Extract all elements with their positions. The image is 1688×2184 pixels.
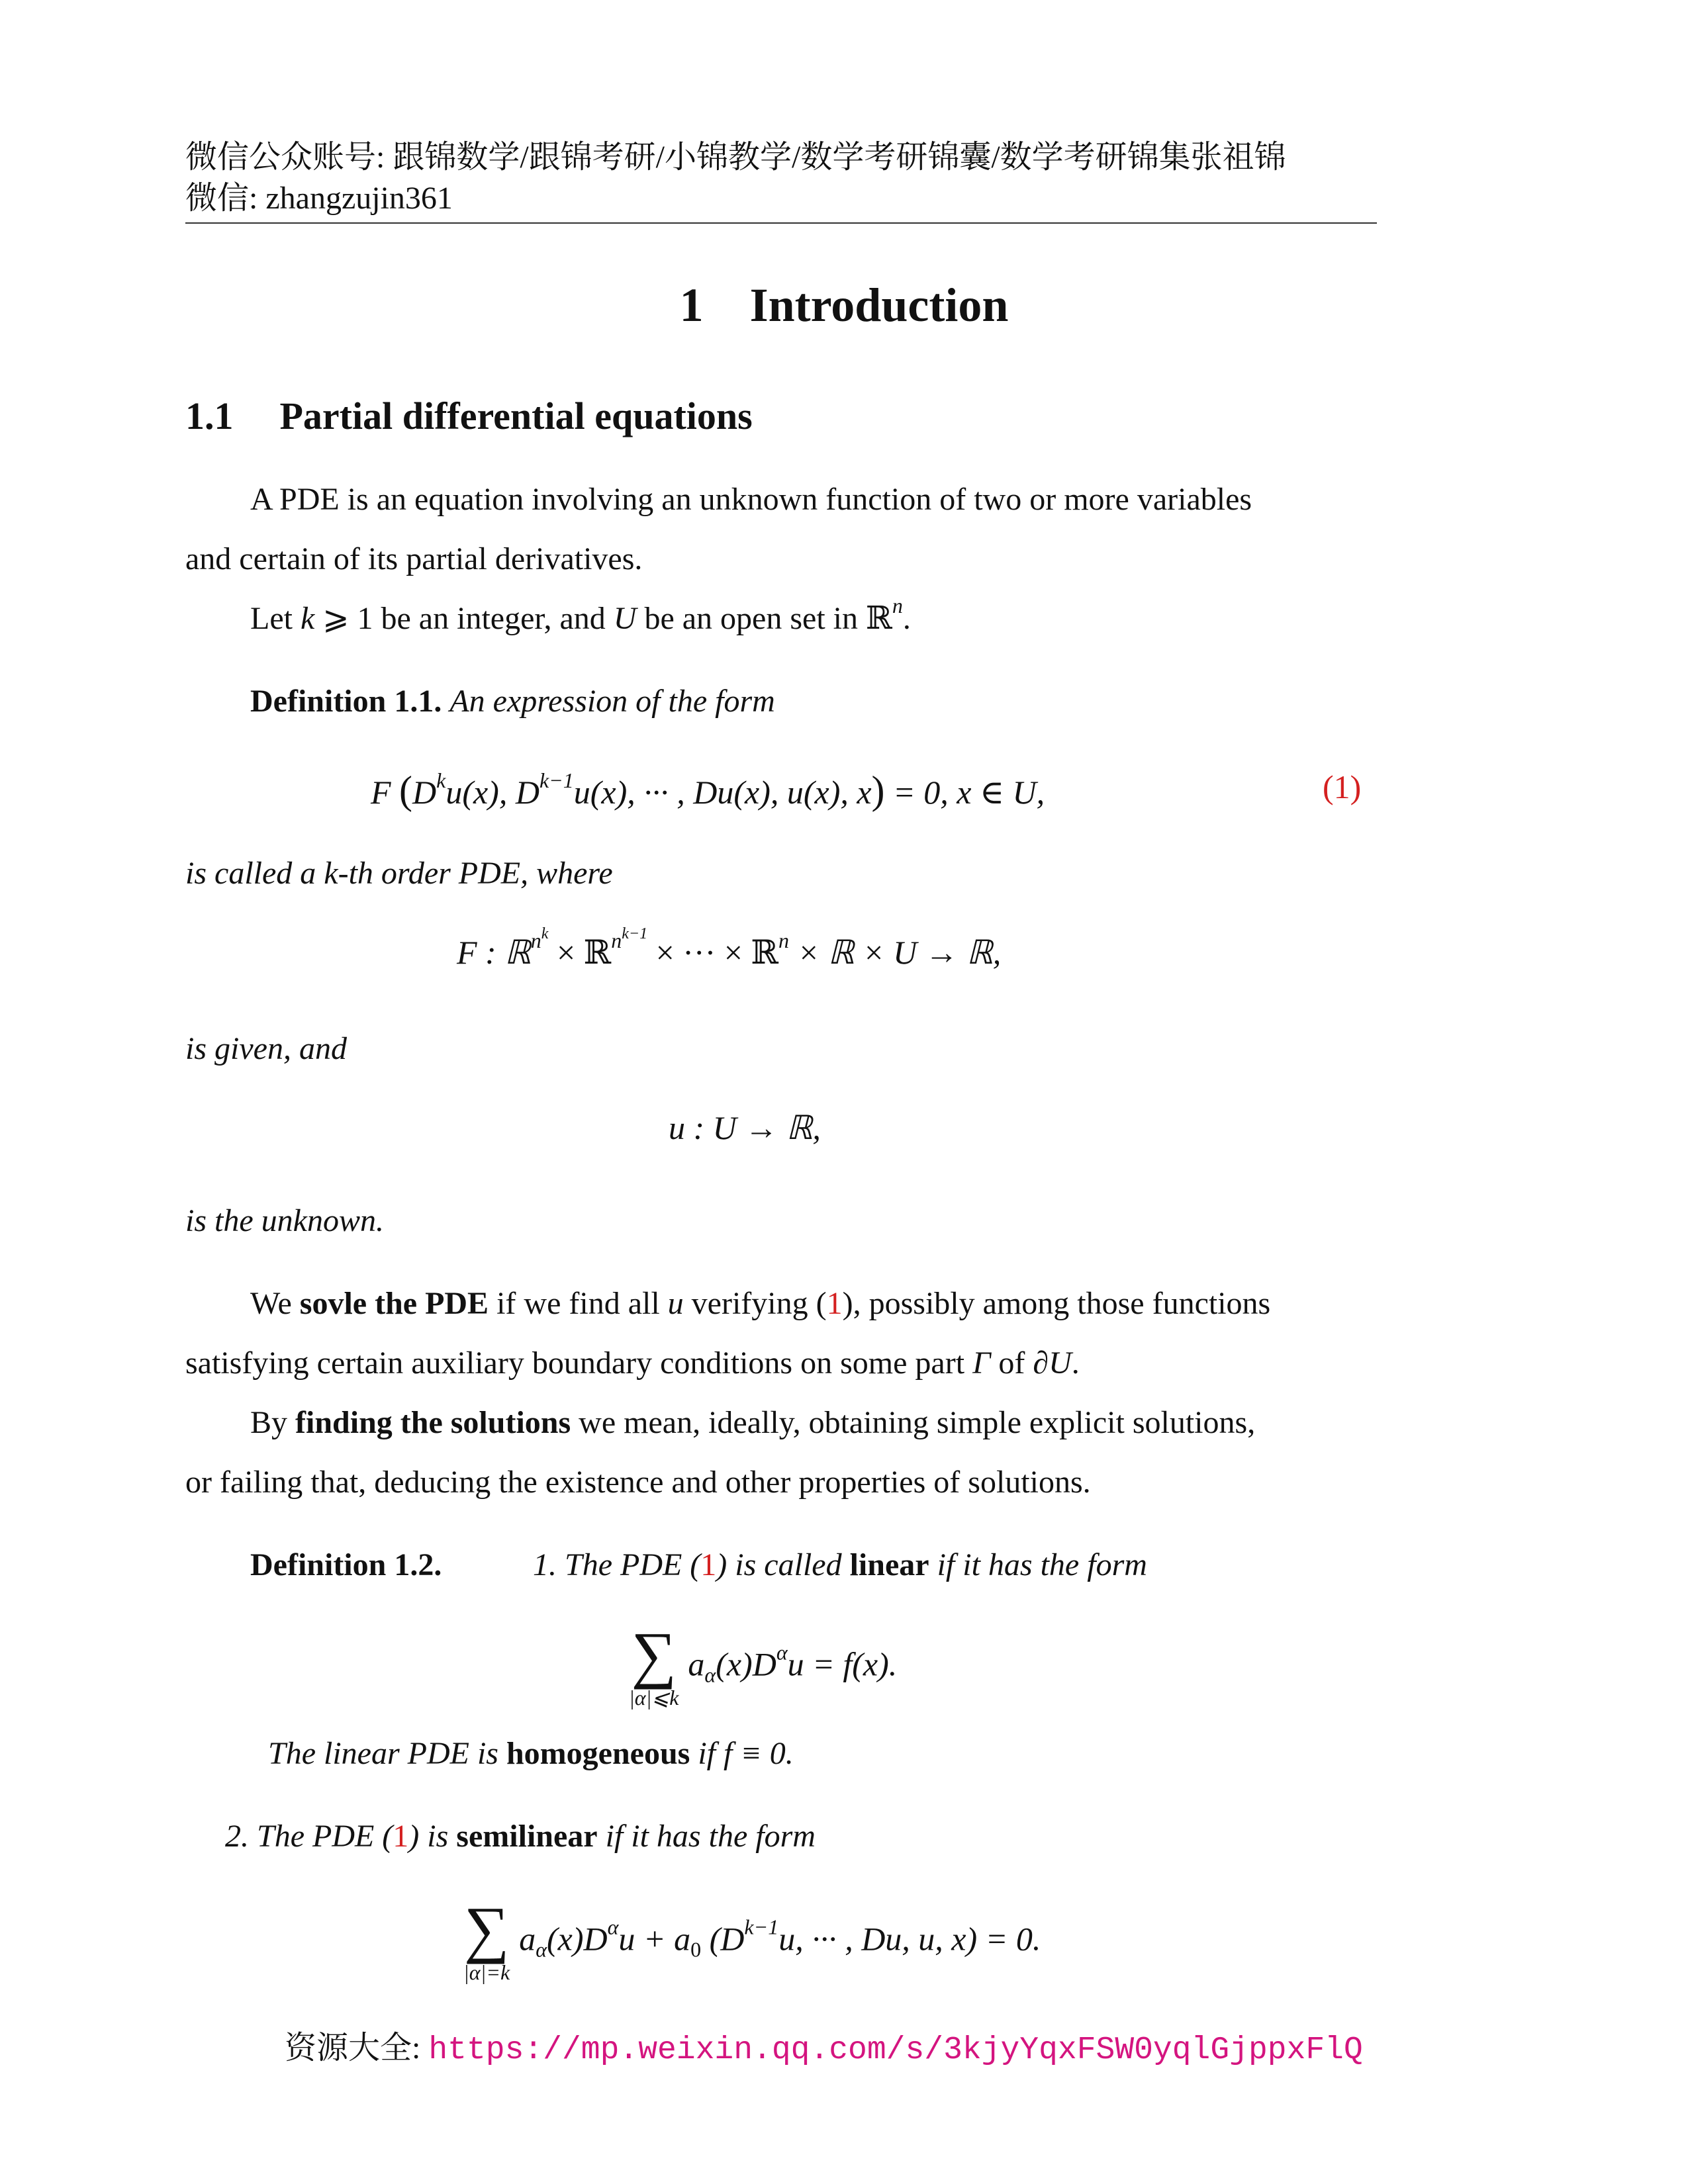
math-dU: ∂U bbox=[1033, 1345, 1072, 1381]
bold-term: homogeneous bbox=[506, 1736, 690, 1771]
math-term: (D bbox=[701, 1920, 745, 1958]
text: By bbox=[250, 1405, 296, 1440]
footer-link[interactable]: https://mp.weixin.qq.com/s/3kjyYqxFSW0yqlGjppxFlQ bbox=[428, 2032, 1363, 2068]
para3-line2 bbox=[185, 1343, 1080, 1383]
definition-label: Definition 1.1. bbox=[250, 684, 442, 719]
def1-after1: is called a k-th order PDE, where bbox=[185, 856, 613, 891]
text: of bbox=[990, 1345, 1033, 1381]
text: ) is bbox=[408, 1819, 457, 1854]
math-D: D bbox=[515, 774, 539, 811]
text: We bbox=[250, 1286, 300, 1321]
definition-1-1 bbox=[250, 682, 775, 721]
list-number: 1. bbox=[533, 1547, 557, 1582]
para2 bbox=[250, 594, 911, 639]
math-k: k bbox=[300, 601, 315, 636]
para1-line2: and certain of its partial derivatives. bbox=[185, 541, 643, 576]
math-term: u, ··· , Du, u, x) = 0. bbox=[778, 1920, 1041, 1958]
header-divider bbox=[185, 222, 1377, 224]
math-sup: k bbox=[541, 925, 549, 942]
footer-label: 资源大全: bbox=[285, 2030, 429, 2066]
math-n: n bbox=[892, 594, 903, 617]
math-sup: k bbox=[436, 768, 446, 792]
text: if we find all bbox=[489, 1286, 668, 1321]
math-term: × ··· × ℝ bbox=[647, 934, 778, 971]
equation-semilinear bbox=[463, 1893, 1041, 1985]
equation-linear bbox=[629, 1619, 898, 1711]
def1-after3: is the unknown. bbox=[185, 1203, 384, 1238]
equation-1 bbox=[371, 768, 1045, 813]
text: . bbox=[1071, 1345, 1080, 1381]
sum-symbol: ∑ bbox=[631, 1619, 677, 1690]
math-term: F : ℝ bbox=[457, 934, 531, 971]
math-term: u + a bbox=[618, 1920, 691, 1958]
chapter-text: Introduction bbox=[749, 279, 1009, 332]
text: satisfying certain auxiliary boundary conditions on some part bbox=[185, 1345, 973, 1381]
equation-reference-link[interactable]: 1 bbox=[393, 1819, 409, 1854]
math-sup: α bbox=[607, 1915, 619, 1939]
math-gamma: Γ bbox=[972, 1345, 991, 1381]
sum-limit: |α|=k bbox=[463, 1960, 510, 1984]
math-sub: α bbox=[536, 1937, 547, 1962]
para4-line2: or failing that, deducing the existence and other properties of solutions. bbox=[185, 1465, 1091, 1500]
paren: ( bbox=[399, 768, 413, 812]
bold-term: sovle the PDE bbox=[299, 1286, 489, 1321]
para4-line1 bbox=[250, 1403, 1255, 1443]
math-sup: k−1 bbox=[622, 925, 648, 942]
math-sub: 0 bbox=[690, 1937, 702, 1962]
definition-label: Definition 1.2. bbox=[250, 1547, 442, 1582]
def2-item1 bbox=[533, 1545, 1147, 1585]
section-text: Partial differential equations bbox=[279, 394, 753, 437]
equation-reference-link[interactable]: 1 bbox=[826, 1286, 843, 1321]
text: ) is called bbox=[716, 1547, 850, 1582]
math-term: u(x), ··· , Du(x), u(x), x bbox=[573, 774, 872, 811]
math-u: u bbox=[667, 1286, 684, 1321]
math-sub: α bbox=[704, 1662, 716, 1687]
math-F: F bbox=[371, 774, 391, 811]
math-term: = 0, x ∈ U, bbox=[884, 774, 1045, 811]
chapter-title bbox=[0, 278, 1688, 333]
math-R: ℝ bbox=[866, 601, 892, 636]
bold-term: finding the solutions bbox=[295, 1405, 571, 1440]
text: if it has the form bbox=[929, 1547, 1147, 1582]
definition-1-2-label bbox=[250, 1545, 442, 1585]
text: if it has the form bbox=[597, 1819, 816, 1854]
text: ), possibly among those functions bbox=[842, 1286, 1271, 1321]
math-sup: n bbox=[778, 929, 789, 952]
def2-homogeneous bbox=[268, 1734, 794, 1774]
math-term: u(x), bbox=[445, 774, 516, 811]
math-sup: k−1 bbox=[744, 1915, 779, 1939]
math-term: (x)D bbox=[546, 1920, 608, 1958]
math-sup: k−1 bbox=[539, 768, 574, 792]
list-number: 2. bbox=[225, 1819, 249, 1854]
text: ⩾ 1 be an integer, and bbox=[314, 601, 614, 636]
math-U: U bbox=[613, 601, 637, 636]
text: . bbox=[902, 601, 911, 636]
para1-line1: A PDE is an equation involving an unknown function of two or more variables bbox=[250, 482, 1252, 517]
text: Let bbox=[250, 601, 301, 636]
text: we mean, ideally, obtaining simple explicit solutions, bbox=[571, 1405, 1256, 1440]
text: if f ≡ 0. bbox=[690, 1736, 794, 1771]
text: The linear PDE is bbox=[268, 1736, 506, 1771]
paren: ) bbox=[871, 768, 885, 812]
bold-term: semilinear bbox=[456, 1819, 598, 1854]
para3-line1 bbox=[250, 1284, 1270, 1324]
definition-text: An expression of the form bbox=[449, 684, 775, 719]
math-term: (x)D bbox=[716, 1645, 776, 1683]
math-sup: α bbox=[776, 1640, 788, 1664]
text: The PDE ( bbox=[257, 1819, 393, 1854]
math-sup: n bbox=[530, 929, 541, 952]
math-term: u = f(x). bbox=[787, 1645, 898, 1683]
math-D: D bbox=[412, 774, 437, 811]
def1-after2: is given, and bbox=[185, 1031, 347, 1066]
math-term: a bbox=[688, 1645, 705, 1683]
footer bbox=[285, 2028, 1363, 2070]
text: The PDE ( bbox=[565, 1547, 701, 1582]
header-accounts: 微信公众账号: 跟锦数学/跟锦考研/小锦教学/数学考研锦囊/数学考研锦集张祖锦 bbox=[185, 140, 1286, 175]
math-term: a bbox=[519, 1920, 536, 1958]
math-term: × ℝ bbox=[548, 934, 612, 971]
text: verifying ( bbox=[683, 1286, 827, 1321]
bold-term: linear bbox=[849, 1547, 929, 1582]
def2-item2 bbox=[225, 1817, 816, 1856]
math-term: × ℝ × U → ℝ, bbox=[788, 934, 1002, 971]
equation-u-map: u : U → ℝ, bbox=[669, 1109, 821, 1146]
math-sup: n bbox=[611, 929, 622, 952]
equation-F-map bbox=[457, 925, 1002, 972]
section-heading bbox=[185, 394, 753, 438]
sum-limit: |α|⩽k bbox=[629, 1686, 679, 1709]
equation-tag-1: (1) bbox=[1323, 768, 1362, 805]
equation-reference-link[interactable]: 1 bbox=[700, 1547, 717, 1582]
header-wechat: 微信: zhangzujin361 bbox=[185, 181, 453, 216]
text: be an open set in bbox=[636, 601, 867, 636]
sum-symbol: ∑ bbox=[463, 1893, 510, 1964]
section-number: 1.1 bbox=[185, 394, 234, 437]
chapter-number: 1 bbox=[679, 279, 704, 332]
